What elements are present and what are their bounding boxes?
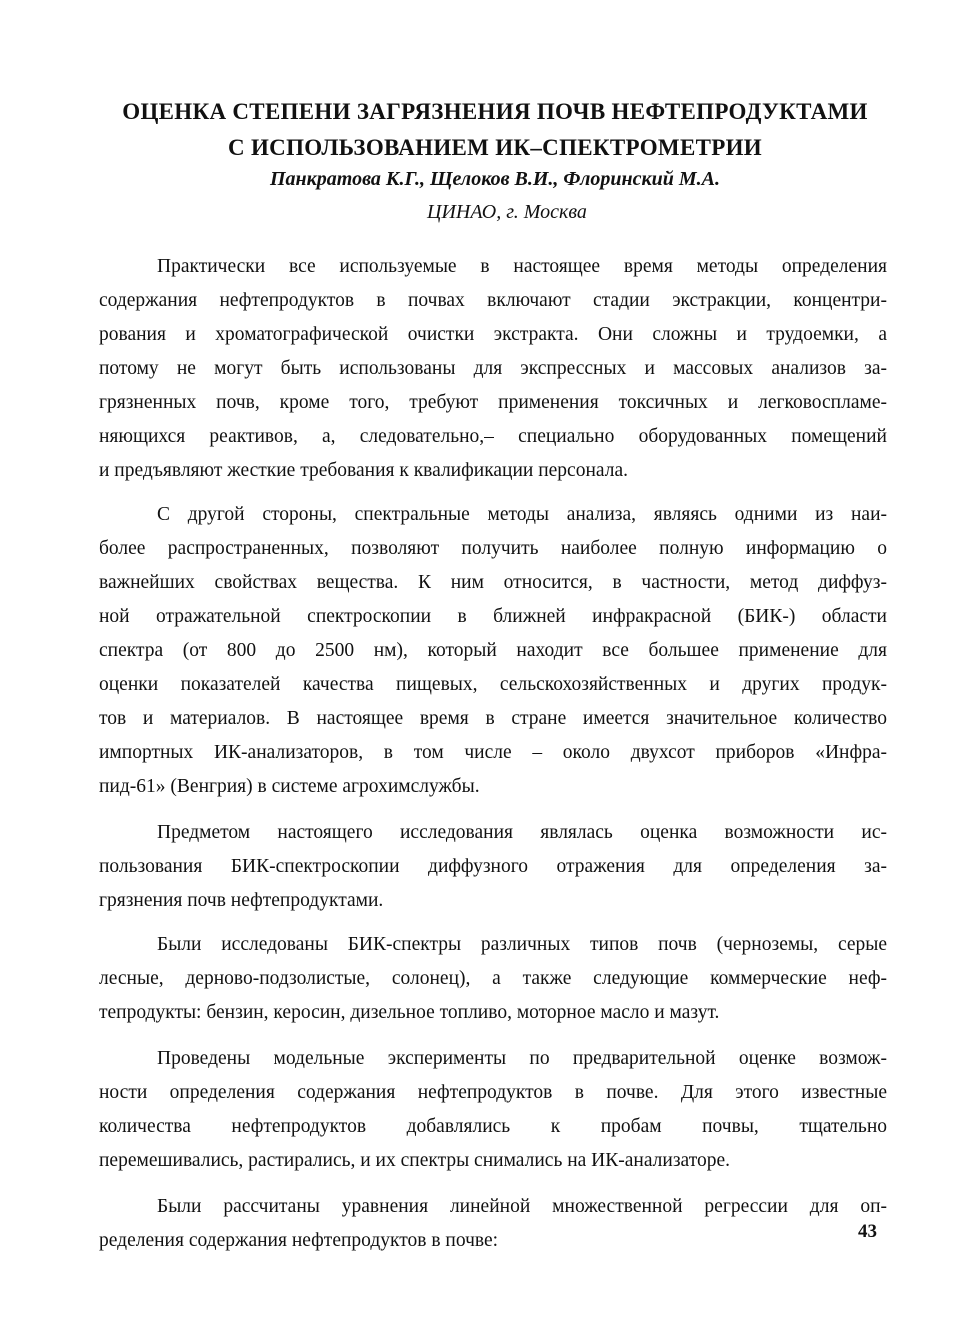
text-line: содержания нефтепродуктов в почвах включают стадии экстракции, концентри- xyxy=(99,290,887,311)
title-line-2: С ИСПОЛЬЗОВАНИЕМ ИК–СПЕКТРОМЕТРИИ xyxy=(228,135,762,160)
text-line: тов и материалов. В настоящее время в стране имеется значительное количество xyxy=(99,708,887,729)
text-line: ной отражательной спектроскопии в ближней инфракрасной (БИК-) области xyxy=(99,606,887,627)
text-line: пользования БИК-спектроскопии диффузного отражения для определения за- xyxy=(99,856,887,877)
text-line: важнейших свойствах вещества. К ним относится, в частности, метод диффуз- xyxy=(99,572,887,593)
paragraph xyxy=(99,1042,887,1178)
paragraph xyxy=(99,250,887,488)
article-body xyxy=(99,250,887,1258)
text-line: более распространенных, позволяют получить наиболее полную информацию о xyxy=(99,538,887,559)
text-line: Были рассчитаны уравнения линейной множественной регрессии для оп- xyxy=(157,1196,887,1217)
text-line: тепродукты: бензин, керосин, дизельное топливо, моторное масло и мазут. xyxy=(99,1002,720,1023)
text-line: грязненных почв, кроме того, требуют применения токсичных и легковоспламе- xyxy=(99,392,887,413)
text-line: Проведены модельные эксперименты по предварительной оценке возмож- xyxy=(157,1048,887,1069)
paragraph xyxy=(99,816,887,918)
text-line: Предметом настоящего исследования являлась оценка возможности ис- xyxy=(157,822,887,843)
text-line: грязнения почв нефтепродуктами. xyxy=(99,890,384,911)
text-line: лесные, дерново-подзолистые, солонец), а также следующие коммерческие неф- xyxy=(99,968,887,989)
affiliation: ЦИНАО, г. Москва xyxy=(427,201,587,223)
text-line: С другой стороны, спектральные методы анализа, являясь одними из наи- xyxy=(157,504,887,525)
text-line: рования и хроматографической очистки экстракта. Они сложны и трудоемки, а xyxy=(99,324,887,345)
text-line: перемешивались, растирались, и их спектры снимались на ИК-анализаторе. xyxy=(99,1150,730,1171)
page-number: 43 xyxy=(858,1221,877,1242)
text-line: потому не могут быть использованы для экспрессных и массовых анализов за- xyxy=(99,358,887,379)
text-line: Практически все используемые в настоящее время методы определения xyxy=(157,256,887,277)
text-line: ности определения содержания нефтепродуктов в почве. Для этого известные xyxy=(99,1082,887,1103)
text-line: няющихся реактивов, а, следовательно,– специально оборудованных помещений xyxy=(99,426,887,447)
text-line: ределения содержания нефтепродуктов в почве: xyxy=(99,1230,499,1251)
authors: Панкратова К.Г., Щелоков В.И., Флоринский М.А. xyxy=(270,168,720,190)
title-line-1: ОЦЕНКА СТЕПЕНИ ЗАГРЯЗНЕНИЯ ПОЧВ НЕФТЕПРОДУКТАМИ xyxy=(122,99,868,124)
text-line: количества нефтепродуктов добавлялись к пробам почвы, тщательно xyxy=(99,1116,887,1137)
text-line: пид-61» (Венгрия) в системе агрохимслужбы. xyxy=(99,776,480,797)
paper-title xyxy=(100,94,890,166)
text-line: Были исследованы БИК-спектры различных типов почв (черноземы, серые xyxy=(157,934,887,955)
paragraph xyxy=(99,498,887,804)
paragraph xyxy=(99,928,887,1030)
text-line: импортных ИК-анализаторов, в том числе – около двухсот приборов «Инфра- xyxy=(99,742,887,763)
paragraph xyxy=(99,1190,887,1258)
text-line: спектра (от 800 до 2500 нм), который находит все большее применение для xyxy=(99,640,887,661)
text-line: и предъявляют жесткие требования к квалификации персонала. xyxy=(99,460,628,481)
text-line: оценки показателей качества пищевых, сельскохозяйственных и других продук- xyxy=(99,674,887,695)
